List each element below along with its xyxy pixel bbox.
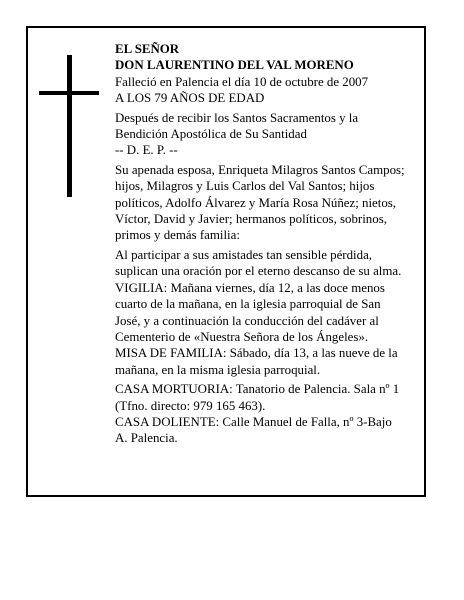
heading-title: EL SEÑOR — [115, 42, 180, 56]
vigil-line: Cementerio de «Nuestra Señora de los Ángeles». — [115, 329, 369, 344]
funeral-home-line: (Tfno. directo: 979 165 463). — [115, 398, 266, 413]
family-line: Víctor, David y Javier; hermanos políticos, sobrinos, — [115, 212, 387, 227]
vigil-line: VIGILIA: Mañana viernes, día 12, a las doce menos — [115, 280, 385, 295]
sacraments-paragraph — [115, 110, 420, 159]
family-paragraph — [115, 162, 420, 244]
deceased-name: DON LAURENTINO DEL VAL MORENO — [115, 58, 354, 73]
mourning-house-paragraph — [115, 414, 420, 447]
family-line: primos y demás familia: — [115, 228, 240, 243]
family-mass-line: MISA DE FAMILIA: Sábado, día 13, a las nueve de la — [115, 346, 398, 361]
funeral-home-line: CASA MORTUORIA: Tanatorio de Palencia. Sala nº 1 — [115, 382, 400, 397]
request-line: Al participar a sus amistades tan sensible pérdida, — [115, 247, 373, 262]
family-mass-paragraph — [115, 345, 420, 378]
family-mass-line: mañana, en la misma iglesia parroquial. — [115, 362, 321, 377]
funeral-home-paragraph — [115, 381, 420, 414]
vigil-line: José, y a continuación la conducción del cadáver al — [115, 313, 379, 328]
rip-line: -- D. E. P. -- — [115, 143, 178, 158]
family-line: políticos, Adolfo Álvarez y María Rosa Núñez; nietos, — [115, 195, 397, 210]
cross-horizontal-bar — [39, 91, 99, 95]
vigil-paragraph — [115, 280, 420, 346]
mourning-house-line: A. Palencia. — [115, 431, 178, 446]
heading — [115, 41, 420, 74]
family-line: Su apenada esposa, Enriqueta Milagros Santos Campos; — [115, 162, 405, 177]
death-date-line: Falleció en Palencia el día 10 de octubre de 2007 — [115, 74, 369, 89]
request-line: suplican una oración por el eterno descanso de su alma. — [115, 264, 402, 279]
cross-icon — [39, 55, 99, 197]
request-paragraph — [115, 247, 420, 280]
vigil-line: cuarto de la mañana, en la iglesia parroquial de San — [115, 297, 381, 312]
notice-text — [115, 41, 420, 447]
sacraments-line: Bendición Apostólica de Su Santidad — [115, 127, 307, 142]
obituary-notice — [26, 26, 426, 497]
age-line: A LOS 79 AÑOS DE EDAD — [115, 91, 265, 106]
family-line: hijos, Milagros y Luis Carlos del Val Santos; hijos — [115, 179, 375, 194]
sacraments-line: Después de recibir los Santos Sacramentos y la — [115, 110, 359, 125]
mourning-house-line: CASA DOLIENTE: Calle Manuel de Falla, nº 3-Bajo — [115, 414, 392, 429]
death-paragraph — [115, 74, 420, 107]
cross-vertical-bar — [67, 55, 72, 197]
